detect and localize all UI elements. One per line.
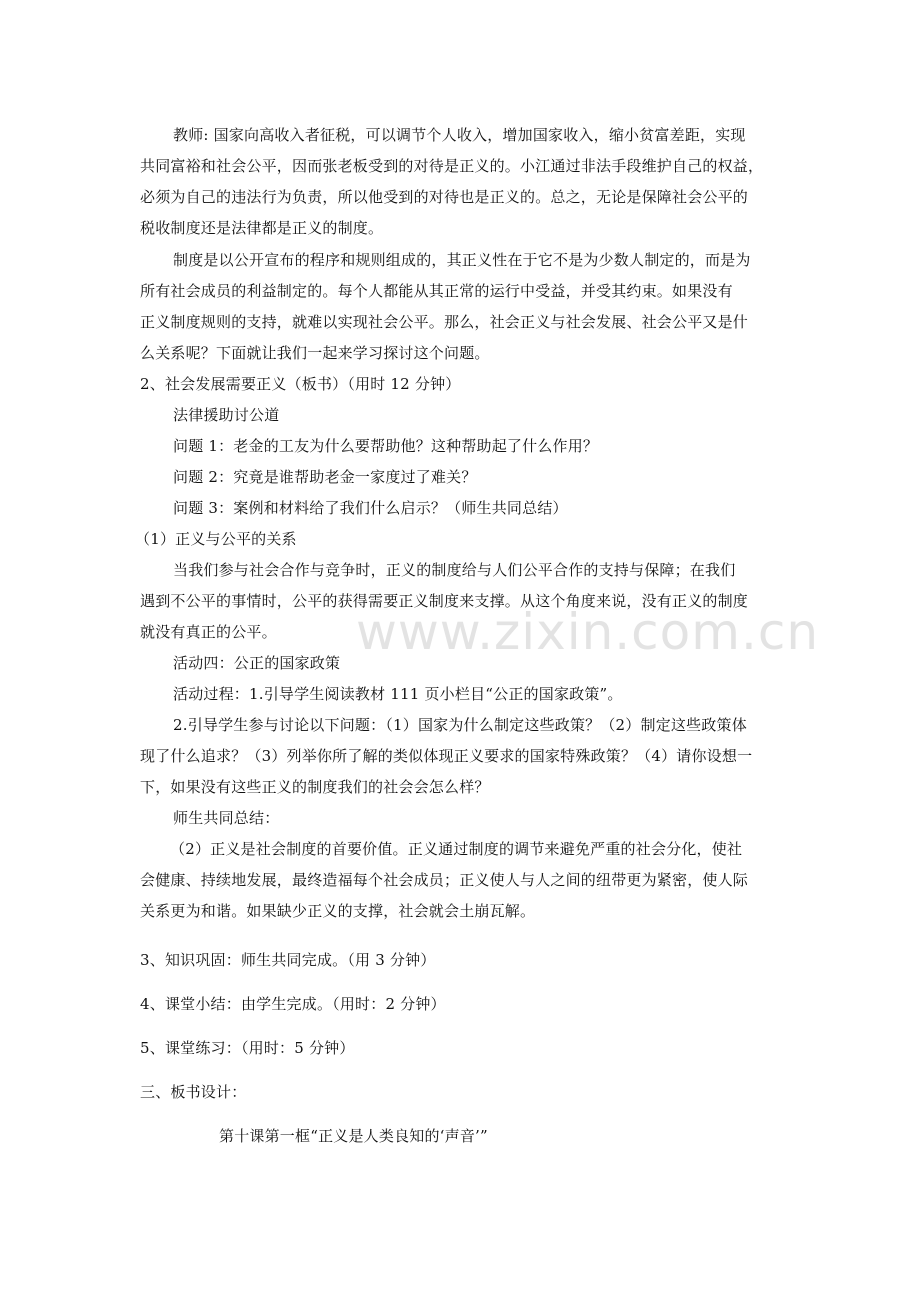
- paragraph-line: 必须为自己的违法行为负责，所以他受到的对待也是正义的。总之，无论是保障社会公平的: [140, 188, 749, 206]
- question-item: 问题 2：究竟是谁帮助老金一家度过了难关？: [173, 468, 477, 486]
- paragraph-line: 当我们参与社会合作与竞争时，正义的制度给与人们公平合作的支持与保障；在我们: [173, 561, 736, 579]
- paragraph-line: 制度是以公开宣布的程序和规则组成的，其正义性在于它不是为少数人制定的，而是为: [173, 251, 751, 269]
- paragraph-line: 正义制度规则的支持，就难以实现社会公平。那么，社会正义与社会发展、社会公平又是什: [140, 313, 749, 331]
- activity-title: 活动四：公正的国家政策: [173, 654, 341, 672]
- paragraph-line: 关系更为和谐。如果缺少正义的支撑，社会就会土崩瓦解。: [140, 902, 536, 920]
- section-heading: 3、知识巩固：师生共同完成。（用 3 分钟）: [140, 951, 436, 969]
- case-title: 法律援助讨公道: [173, 406, 280, 424]
- section-heading: 2、社会发展需要正义（板书）（用时 12 分钟）: [140, 375, 461, 393]
- section-heading: 4、课堂小结：由学生完成。（用时：2 分钟）: [140, 995, 446, 1013]
- paragraph-line: 遇到不公平的事情时，公平的获得需要正义制度来支撑。从这个角度来说，没有正义的制度: [140, 592, 749, 610]
- paragraph-line: 师生共同总结：: [173, 809, 280, 827]
- paragraph-line: 教师: 国家向高收入者征税，可以调节个人收入，增加国家收入，缩小贫富差距，实现: [173, 126, 746, 144]
- paragraph-line: 会健康、持续地发展，最终造福每个社会成员；正义使人与人之间的纽带更为紧密，使人际: [140, 871, 749, 889]
- subsection-heading: （1）正义与公平的关系: [135, 530, 297, 548]
- section-heading: 5、课堂练习：（用时：5 分钟）: [140, 1039, 355, 1057]
- paragraph-line: 现了什么追求？（3）列举你所了解的类似体现正义要求的国家特殊政策？（4）请你设想一: [140, 747, 753, 765]
- paragraph-line: 共同富裕和社会公平，因而张老板受到的对待是正义的。小江通过非法手段维护自己的权益，: [140, 157, 764, 175]
- watermark: www.zixin.com.cn: [356, 603, 820, 661]
- paragraph-line: 就没有真正的公平。: [140, 623, 277, 641]
- paragraph-line: （2）正义是社会制度的首要价值。正义通过制度的调节来避免严重的社会分化，使社: [170, 840, 743, 858]
- paragraph-line: 所有社会成员的利益制定的。每个人都能从其正常的运行中受益，并受其约束。如果没有: [140, 282, 733, 300]
- question-item: 问题 3：案例和材料给了我们什么启示？（师生共同总结）: [173, 499, 568, 517]
- paragraph-line: 下，如果没有这些正义的制度我们的社会会怎么样？: [140, 778, 490, 796]
- question-item: 问题 1：老金的工友为什么要帮助他？这种帮助起了什么作用？: [173, 437, 599, 455]
- section-heading: 三、板书设计：: [140, 1083, 247, 1101]
- paragraph-line: 么关系呢？下面就让我们一起来学习探讨这个问题。: [140, 344, 490, 362]
- paragraph-line: 税收制度还是法律都是正义的制度。: [140, 219, 384, 237]
- paragraph-line: 活动过程：1.引导学生阅读教材 111 页小栏目“公正的国家政策”。: [173, 685, 623, 703]
- board-title: 第十课第一框“正义是人类良知的‘声音’”: [219, 1127, 488, 1145]
- paragraph-line: 2.引导学生参与讨论以下问题：（1）国家为什么制定这些政策？（2）制定这些政策体: [173, 716, 747, 734]
